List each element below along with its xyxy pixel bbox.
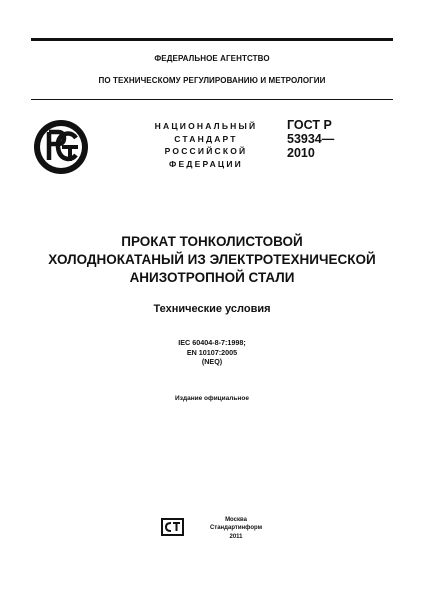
edition-note: Издание официальное — [175, 395, 249, 402]
publisher-line: Стандартинформ — [209, 525, 263, 532]
designation-line: 53934— — [287, 132, 335, 146]
standard-kind-line: СТАНДАРТ — [174, 133, 238, 144]
publisher-imprint — [196, 516, 276, 541]
standard-references — [0, 338, 424, 367]
top-rule-thick — [31, 38, 393, 41]
standard-kind-line: НАЦИОНАЛЬНЫЙ — [154, 121, 258, 131]
standard-kind-line: РОССИЙСКОЙ — [164, 146, 248, 156]
standartinform-logo-icon — [161, 518, 184, 536]
standard-kind-line: ФЕДЕРАЦИИ — [169, 158, 243, 169]
designation-line: ГОСТ Р — [287, 118, 332, 132]
publisher-line: Москва — [225, 517, 247, 523]
pct-logo-icon — [32, 118, 90, 176]
title-line: ПРОКАТ ТОНКОЛИСТОВОЙ — [121, 234, 303, 249]
agency-name-line1: ФЕДЕРАЛЬНОЕ АГЕНТСТВО — [154, 54, 270, 63]
designation-line: 2010 — [287, 146, 315, 160]
title-line: ХОЛОДНОКАТАНЫЙ ИЗ ЭЛЕКТРОТЕХНИЧЕСКОЙ — [48, 252, 376, 267]
publisher-line: 2011 — [229, 533, 243, 540]
document-subtitle: Технические условия — [153, 303, 271, 315]
title-line: АНИЗОТРОПНОЙ СТАЛИ — [129, 270, 295, 285]
agency-name-line2: ПО ТЕХНИЧЕСКОМУ РЕГУЛИРОВАНИЮ И МЕТРОЛОГИИ — [98, 76, 326, 85]
document-title — [0, 233, 424, 287]
reference-line: (NEQ) — [201, 357, 223, 367]
top-rule-thin — [31, 99, 393, 100]
reference-line: EN 10107:2005 — [186, 347, 238, 357]
standard-kind — [150, 120, 262, 170]
reference-line: IEC 60404-8-7:1998; — [178, 338, 246, 347]
standard-designation — [287, 118, 334, 160]
